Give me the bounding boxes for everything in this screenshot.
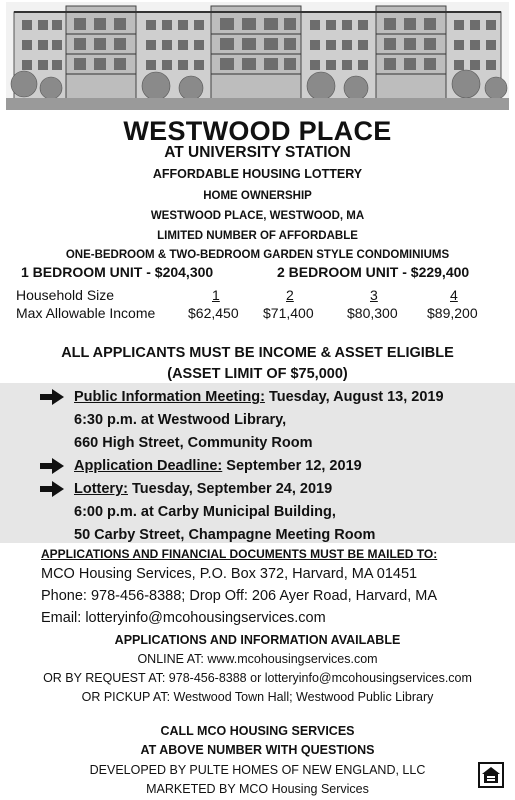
call-line-1: CALL MCO HOUSING SERVICES [160, 724, 355, 738]
availability-pickup: OR PICKUP AT: Westwood Town Hall; Westwood Public Library [81, 690, 434, 704]
flyer-subtitle: AT UNIVERSITY STATION [164, 144, 351, 161]
lottery-heading: AFFORDABLE HOUSING LOTTERY [152, 167, 363, 181]
meeting-place: 660 High Street, Community Room [74, 435, 313, 451]
mailing-email: Email: lotteryinfo@mcohousingservices.com [41, 610, 326, 626]
equal-housing-logo-icon [478, 762, 504, 788]
lottery-line [74, 481, 332, 497]
building-illustration [6, 2, 509, 110]
deadline-label: Application Deadline: [74, 458, 223, 474]
meeting-time: 6:30 p.m. at Westwood Library, [74, 412, 287, 428]
max-income-3: $80,300 [347, 305, 398, 321]
one-bedroom-price: 1 BEDROOM UNIT - $204,300 [21, 264, 214, 280]
unit-types-line: ONE-BEDROOM & TWO-BEDROOM GARDEN STYLE CONDOMINIUMS [65, 249, 450, 261]
deadline-line [74, 458, 362, 474]
ownership-line: HOME OWNERSHIP [203, 190, 312, 202]
asset-limit-line: (ASSET LIMIT OF $75,000) [167, 366, 348, 382]
lottery-time: 6:00 p.m. at Carby Municipal Building, [74, 504, 336, 520]
deadline-date: September 12, 2019 [222, 458, 362, 474]
household-size-label: Household Size [16, 287, 115, 303]
household-size-2: 2 [286, 287, 294, 303]
lottery-date: Tuesday, September 24, 2019 [127, 481, 333, 497]
mailing-phone: Phone: 978-456-8388; Drop Off: 206 Ayer Road, Harvard, MA [41, 588, 438, 604]
lottery-label: Lottery: [74, 481, 128, 497]
household-size-4: 4 [450, 287, 458, 303]
eligibility-line: ALL APPLICANTS MUST BE INCOME & ASSET ELIGIBLE [61, 345, 454, 361]
location-line: WESTWOOD PLACE, WESTWOOD, MA [150, 210, 365, 222]
arrow-right-icon [40, 481, 64, 497]
household-size-3: 3 [370, 287, 378, 303]
meeting-label: Public Information Meeting: [74, 389, 265, 405]
arrow-right-icon [40, 458, 64, 474]
call-line-2: AT ABOVE NUMBER WITH QUESTIONS [140, 743, 375, 757]
limited-line: LIMITED NUMBER OF AFFORDABLE [157, 230, 358, 242]
max-income-2: $71,400 [263, 305, 314, 321]
max-income-1: $62,450 [188, 305, 239, 321]
availability-header: APPLICATIONS AND INFORMATION AVAILABLE [114, 633, 401, 647]
developer-line: DEVELOPED BY PULTE HOMES OF NEW ENGLAND, LLC [89, 763, 426, 777]
mailing-header: APPLICATIONS AND FINANCIAL DOCUMENTS MUST BE MAILED TO: [41, 547, 438, 561]
two-bedroom-price: 2 BEDROOM UNIT - $229,400 [277, 264, 470, 280]
mailing-address: MCO Housing Services, P.O. Box 372, Harvard, MA 01451 [41, 566, 418, 582]
max-income-label: Max Allowable Income [16, 305, 156, 321]
meeting-date: Tuesday, August 13, 2019 [264, 389, 444, 405]
arrow-right-icon [40, 389, 64, 405]
household-size-1: 1 [212, 287, 220, 303]
max-income-4: $89,200 [427, 305, 478, 321]
meeting-line [74, 389, 444, 405]
marketer-line: MARKETED BY MCO Housing Services [146, 782, 369, 796]
availability-request: OR BY REQUEST AT: 978-456-8388 or lotteryinfo@mcohousingservices.com [43, 671, 472, 685]
flyer-title: WESTWOOD PLACE [123, 116, 392, 146]
lottery-place: 50 Carby Street, Champagne Meeting Room [74, 527, 376, 543]
availability-online: ONLINE AT: www.mcohousingservices.com [137, 652, 378, 666]
